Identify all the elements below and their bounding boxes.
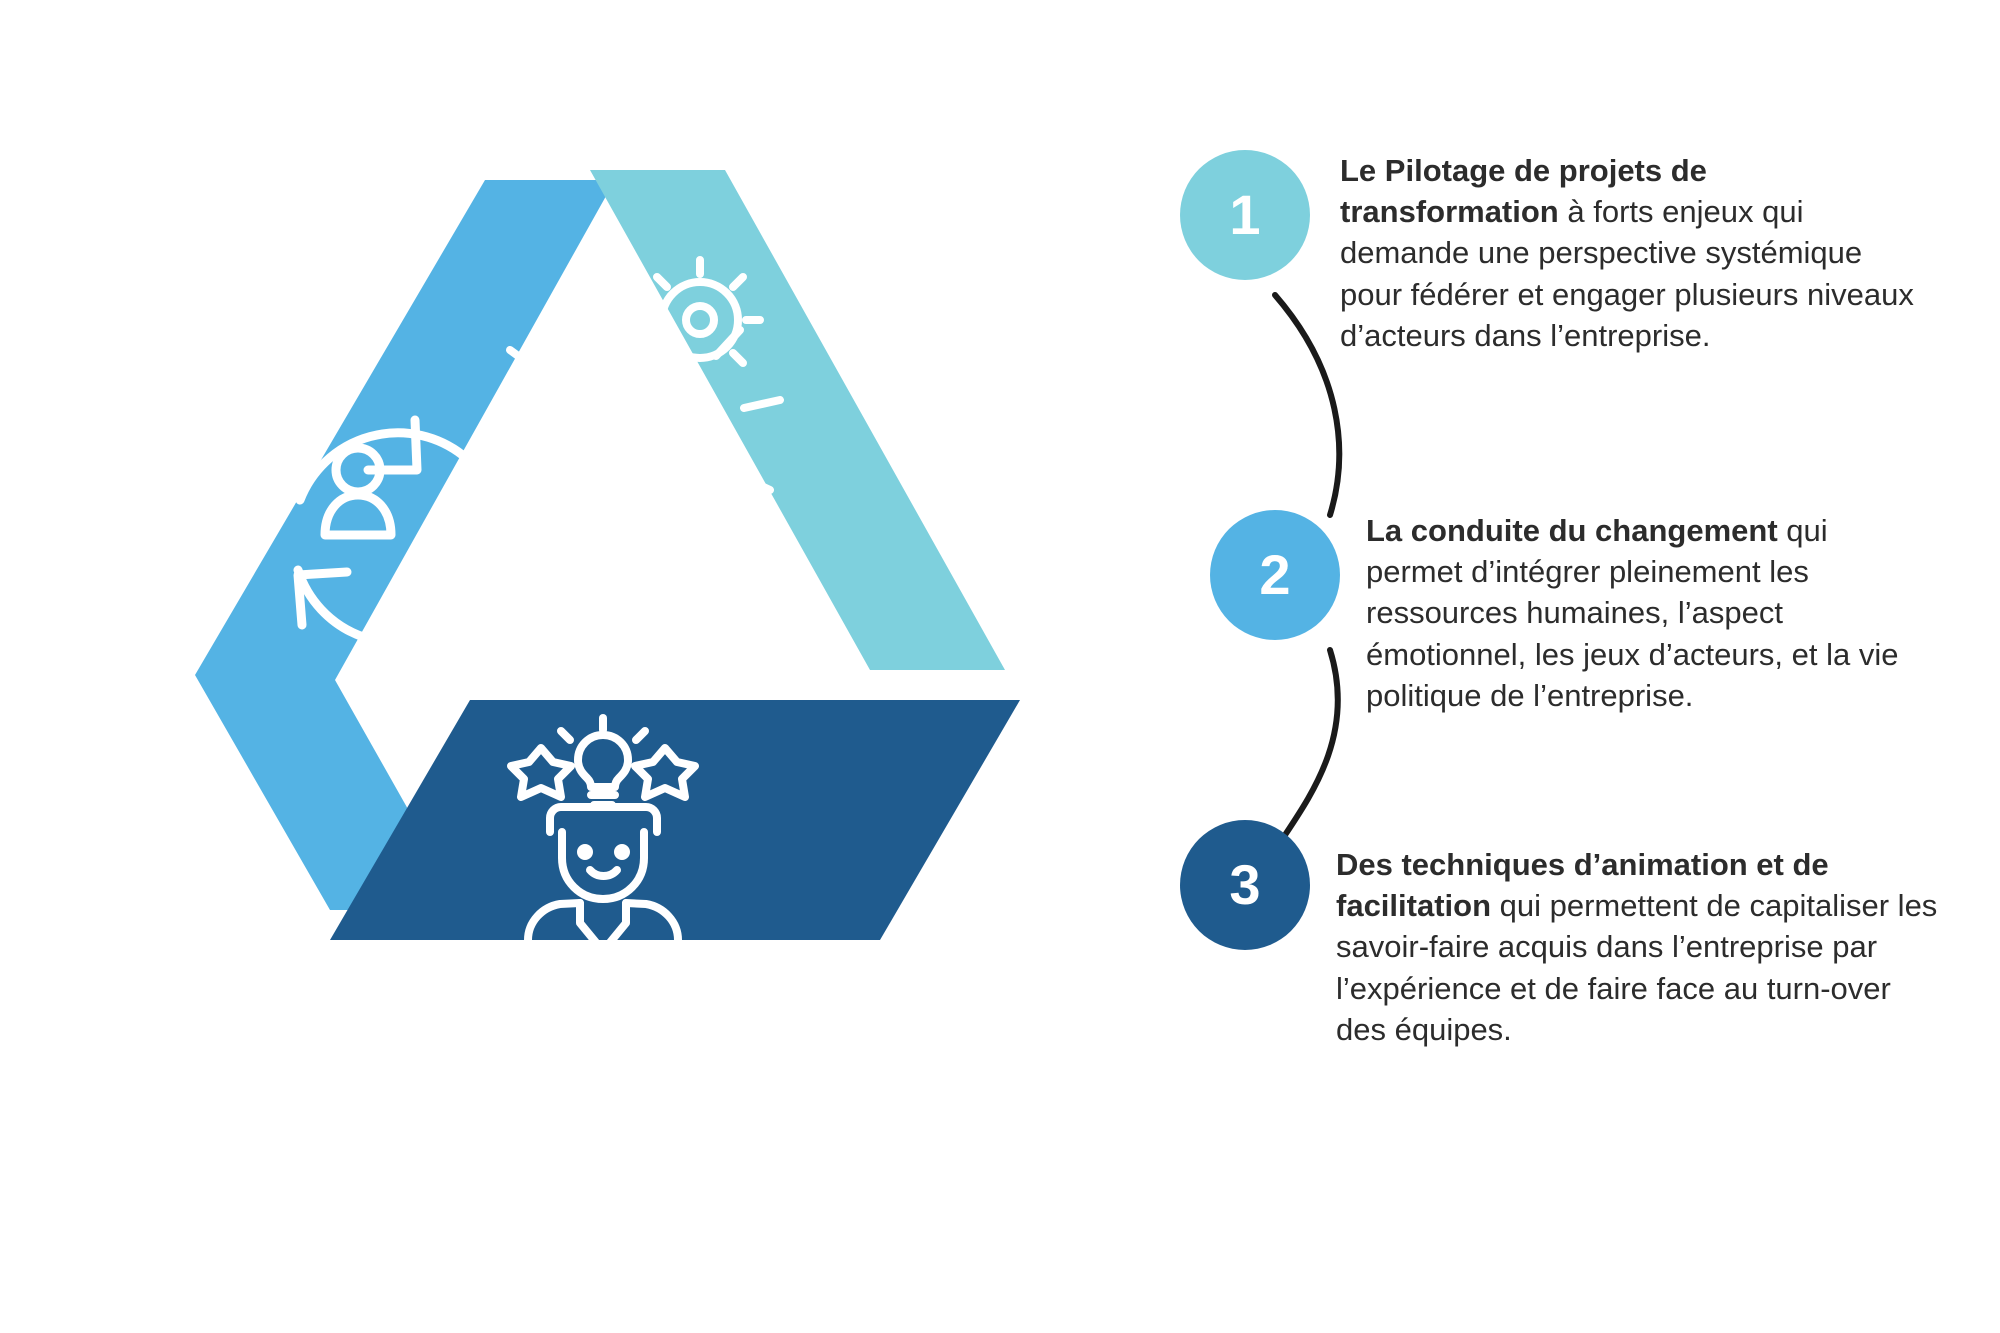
step-badge-3: 3 xyxy=(1180,820,1310,950)
step-rest-3: qui permettent de capitaliser les savoir-faire acquis dans l’entreprise par l’expérience et de faire face au turn-over des équipes. xyxy=(1336,888,1938,1047)
step-badge-2: 2 xyxy=(1210,510,1340,640)
step-badge-1: 1 xyxy=(1180,150,1310,280)
step-item-1[interactable] xyxy=(1180,150,1920,356)
steps-list xyxy=(1180,120,1960,1180)
step-text-3 xyxy=(1336,820,1940,1050)
step-rest-1: à forts enjeux qui demande une perspective systémique pour fédérer et engager plusieurs niveaux d’acteurs dans l’entreprise. xyxy=(1340,194,1914,353)
step-item-3[interactable] xyxy=(1180,820,1940,1050)
step-bold-2: La conduite du changement xyxy=(1366,513,1778,548)
step-bold-1: Le Pilotage de projets de transformation xyxy=(1340,153,1707,230)
step-bold-3: Des techniques d’animation et de facilitation xyxy=(1336,847,1829,924)
triangle-diagram xyxy=(180,170,1140,1050)
step-rest-2: qui permet d’intégrer pleinement les ressources humaines, l’aspect émotionnel, les jeux d’acteurs, et la vie politique de l’entreprise. xyxy=(1366,513,1899,713)
step-item-2[interactable] xyxy=(1210,510,1920,716)
segment-bottom[interactable] xyxy=(330,700,1020,940)
step-text-1 xyxy=(1340,150,1920,356)
step-text-2 xyxy=(1366,510,1920,716)
